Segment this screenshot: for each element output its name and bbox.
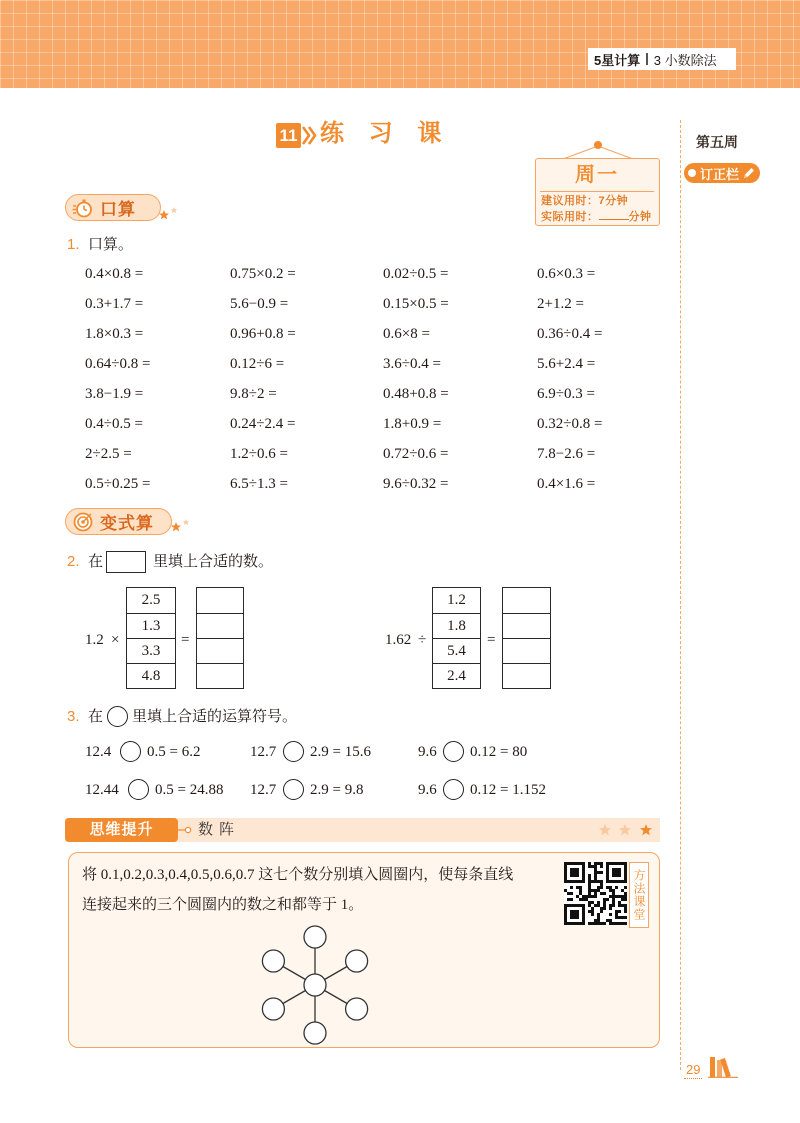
operator-circle (120, 741, 141, 762)
diagram-circle-center (304, 974, 326, 996)
q3-right-expression: 0.5 = 6.2 (147, 744, 201, 760)
answer-cell (197, 588, 243, 613)
question-3-text-before: 在 (88, 709, 104, 725)
pin-icon (555, 138, 645, 160)
answer-cell (503, 588, 550, 613)
week-label: 第五周 (696, 134, 738, 150)
question-3-text-after: 里填上合适的运算符号。 (132, 709, 298, 725)
question-number-1: 1. (67, 236, 80, 253)
thinking-banner-title: 思维提升 (65, 818, 178, 842)
actual-time-blank (599, 209, 629, 220)
q2-right-operand: 1.62 (385, 632, 412, 648)
schedule-card (535, 158, 660, 226)
calc-problem: 0.36÷0.4 = (537, 325, 603, 342)
books-icon (708, 1054, 738, 1078)
calc-problem: 0.02÷0.5 = (383, 265, 449, 282)
calc-problem: 0.5÷0.25 = (85, 475, 151, 492)
divisor-cell: 2.4 (433, 663, 480, 688)
q2-right-operator: ÷ (418, 632, 427, 648)
calc-problem: 0.6×0.3 = (537, 265, 596, 282)
factor-cell: 3.3 (127, 638, 175, 663)
q3-right-expression: 0.12 = 80 (470, 744, 528, 760)
diagram-circle-top-right (346, 950, 368, 972)
pencil-icon (742, 166, 756, 180)
thinking-topic: 数阵 (198, 822, 241, 838)
answer-cell (503, 638, 550, 663)
calc-problem: 0.75×0.2 = (230, 265, 296, 282)
q2-left-factor-column (126, 587, 176, 689)
calc-problem: 6.9÷0.3 = (537, 385, 595, 402)
calc-problem: 0.96+0.8 = (230, 325, 296, 342)
q2-left-operator: × (111, 632, 120, 648)
example-square-box (106, 551, 146, 573)
factor-cell: 1.3 (127, 613, 175, 638)
factor-cell: 4.8 (127, 663, 175, 688)
calc-problem: 0.4×1.6 = (537, 475, 596, 492)
q3-right-expression: 0.5 = 24.88 (155, 782, 224, 798)
operator-circle (443, 741, 464, 762)
target-icon (72, 511, 94, 533)
difficulty-stars-icon (598, 823, 656, 837)
q3-left-number: 12.7 (250, 782, 277, 798)
q3-right-expression: 0.12 = 1.152 (470, 782, 546, 798)
calc-problem: 1.8+0.9 = (383, 415, 442, 432)
section-title-oral: 口算 (100, 200, 136, 219)
diagram-circle-top-left (262, 950, 284, 972)
q3-left-number: 9.6 (418, 782, 437, 798)
q2-left-answer-column (196, 587, 244, 689)
example-circle (107, 706, 128, 727)
calc-problem: 5.6+2.4 = (537, 355, 596, 372)
question-number-2: 2. (67, 553, 80, 570)
unit-title: 3 小数除法 (653, 52, 717, 68)
calc-problem: 5.6−0.9 = (230, 295, 289, 312)
number-array-diagram (250, 920, 380, 1050)
calc-problem: 6.5÷1.3 = (230, 475, 288, 492)
calc-problem: 2+1.2 = (537, 295, 584, 312)
lesson-number: 11 (276, 123, 301, 148)
q3-left-number: 12.44 (85, 782, 119, 798)
method-class-label: 方法课堂 (629, 862, 649, 928)
q3-right-expression: 2.9 = 9.8 (310, 782, 364, 798)
answer-cell (503, 613, 550, 638)
q2-right-divisor-column (432, 587, 481, 689)
q2-right-answer-column (502, 587, 551, 689)
calc-problem: 0.48+0.8 = (383, 385, 449, 402)
operator-circle (128, 779, 149, 800)
calc-problem: 1.2÷0.6 = (230, 445, 288, 462)
actual-time-label: 实际用时： (541, 211, 599, 223)
calc-problem: 3.6÷0.4 = (383, 355, 441, 372)
calc-problem: 0.24÷2.4 = (230, 415, 296, 432)
calc-problem: 7.8−2.6 = (537, 445, 596, 462)
calc-problem: 0.6×8 = (383, 325, 430, 342)
qr-code-modules (564, 862, 627, 925)
problem-text-line-1: 将 0.1,0.2,0.3,0.4,0.5,0.6,0.7 这七个数分别填入圆圈内，使每条直线 (82, 867, 514, 883)
q2-right-equals: = (487, 632, 496, 648)
question-prompt-1: 口算。 (88, 237, 134, 253)
calc-problem: 1.8×0.3 = (85, 325, 144, 342)
book-series: 5星计算 (594, 52, 641, 68)
calc-problem: 3.8−1.9 = (85, 385, 144, 402)
page-number: 29 (686, 1062, 701, 1077)
schedule-divider (540, 191, 654, 192)
badge-stars-icon (170, 518, 192, 534)
calc-problem: 0.15×0.5 = (383, 295, 449, 312)
calc-problem: 0.64÷0.8 = (85, 355, 151, 372)
qr-code-icon (564, 862, 627, 925)
diagram-circle-top (304, 926, 326, 948)
divisor-cell: 5.4 (433, 638, 480, 663)
correction-text: 订正栏 (700, 166, 740, 182)
actual-time-unit: 分钟 (628, 211, 652, 223)
connector-icon (178, 825, 192, 835)
q3-left-number: 12.4 (85, 744, 112, 760)
bullet-icon (688, 169, 696, 177)
calc-problem: 9.6÷0.32 = (383, 475, 449, 492)
header-label (588, 48, 736, 70)
divisor-cell: 1.2 (447, 592, 466, 608)
operator-circle (283, 741, 304, 762)
badge-stars-icon (158, 206, 180, 222)
actual-time (541, 209, 652, 225)
factor-cell: 2.5 (141, 592, 161, 608)
schedule-day: 周一 (575, 164, 619, 186)
lesson-title: 练 习 课 (320, 120, 451, 147)
diagram-circle-bottom-left (262, 998, 284, 1020)
answer-cell (197, 613, 243, 638)
section-badge-variant (65, 508, 172, 535)
question-number-3: 3. (67, 708, 80, 725)
header-divider (646, 53, 648, 65)
operator-circle (283, 779, 304, 800)
problem-text-line-2: 连接起来的三个圆圈内的数之和都等于 1。 (82, 897, 364, 913)
operator-circle (443, 779, 464, 800)
question-2-text-before: 在 (88, 554, 104, 570)
sidebar-dashed-line (680, 120, 681, 1070)
correction-column-label (684, 163, 760, 183)
section-title-variant: 变式算 (100, 514, 154, 533)
calc-problem: 0.4×0.8 = (85, 265, 144, 282)
answer-cell (197, 663, 243, 688)
q2-left-equals: = (181, 632, 190, 648)
diagram-circle-bottom (304, 1022, 326, 1044)
question-2-text-after: 里填上合适的数。 (153, 554, 274, 570)
q3-right-expression: 2.9 = 15.6 (310, 744, 371, 760)
calc-problem: 9.8÷2 = (230, 385, 277, 402)
answer-cell (503, 663, 550, 688)
calc-problem: 0.72÷0.6 = (383, 445, 449, 462)
section-badge-oral (65, 194, 161, 221)
calc-problem: 2÷2.5 = (85, 445, 132, 462)
calc-problem: 0.3+1.7 = (85, 295, 144, 312)
title-chevron-icon (301, 123, 317, 148)
oral-calculation-grid (85, 259, 657, 499)
header-band (0, 0, 800, 88)
calc-problem: 0.32÷0.8 = (537, 415, 603, 432)
suggested-time: 建议用时：7分钟 (541, 195, 629, 207)
answer-cell (197, 638, 243, 663)
q2-left-operand: 1.2 (85, 632, 104, 648)
diagram-circle-bottom-right (346, 998, 368, 1020)
calc-problem: 0.4÷0.5 = (85, 415, 143, 432)
q3-left-number: 12.7 (250, 744, 277, 760)
q3-left-number: 9.6 (418, 744, 437, 760)
stopwatch-icon (72, 197, 94, 219)
divisor-cell: 1.8 (433, 613, 480, 638)
calc-problem: 0.12÷6 = (230, 355, 285, 372)
